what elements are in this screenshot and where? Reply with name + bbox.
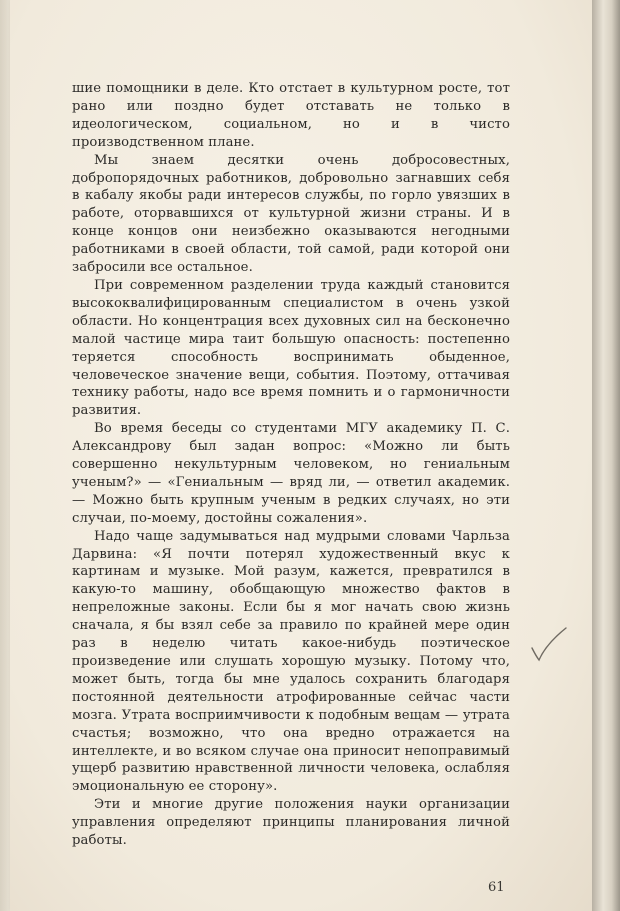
page-number: 61 — [488, 880, 505, 895]
paragraph-2: Мы знаем десятки очень добросовестных, добропорядочных работников, добровольно загнавших себя в кабалу якобы ради интересов службы, по горло увязших в работе, оторвавшихся от культурной жизни страны. И в конце концов они неизбежно оказываются негодными работниками в своей области, той самой, ради которой они забросили все остальное. — [72, 152, 510, 276]
paragraph-6: Эти и многие другие положения науки организации управления определяют принципы планирования личной работы. — [72, 797, 510, 849]
paragraph-1: шие помощники в деле. Кто отстает в культурном росте, тот рано или поздно будет отставать не только в идеологическом, социальном, но и в чисто производственном плане. — [72, 81, 510, 150]
paragraph-3: При современном разделении труда каждый становится высококвалифицированным специалистом в очень узкой области. Но концентрация всех духовных сил на бесконечно малой частице мира таит большую опасность: постепенно теряется способность воспринимать обыденное, человеческое значение вещи, события. Поэтому, оттачивая технику работы, надо все время помнить и о гармоничности развития. — [72, 277, 510, 419]
book-spine-edge — [592, 0, 620, 911]
paragraph-4: Во время беседы со студентами МГУ академику П. С. Александрову был задан вопрос: «Можно ли быть совершенно некультурным человеком, но гениальным ученым?» — «Гениальным — вряд ли, — ответил академик. — Можно быть крупным ученым в редких случаях, но эти случаи, по-моему, достойны сожаления». — [72, 421, 510, 526]
pencil-check-mark-icon — [530, 620, 570, 665]
paragraph-5: Надо чаще задумываться над мудрыми словами Чарльза Дарвина: «Я почти потерял художественный вкус к картинам и музыке. Мой разум, кажется, превратился в какую-то машину, обобщающую множество фактов в непреложные законы. Если бы я мог начать свою жизнь сначала, я бы взял себе за правило по крайней мере один раз в неделю читать какое-нибудь поэтическое произведение или слушать хорошую музыку. Потому что, может быть, тогда бы мне удалось сохранить благодаря постоянной деятельности атрофированные сейчас части мозга. Утрата восприимчивости к подобным вещам — утрата счастья; возможно, что она вредно отражается на интеллекте, и во всяком случае она приносит непоправимый ущерб развитию нравственной личности человека, ослабляя эмоциональную ее сторону». — [72, 528, 510, 795]
body-text — [72, 80, 510, 850]
book-page — [10, 0, 592, 911]
